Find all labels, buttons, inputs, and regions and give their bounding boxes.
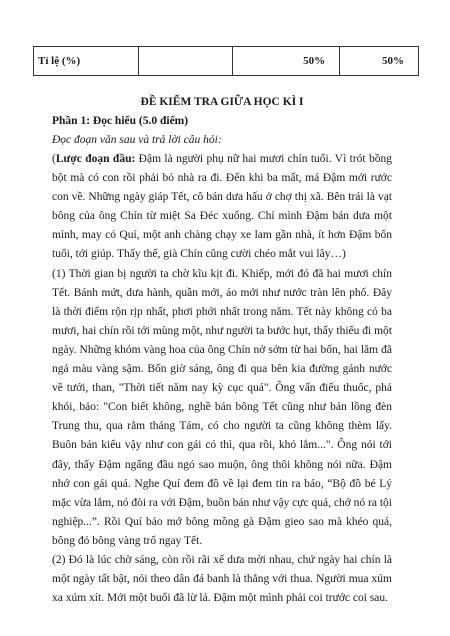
row-label-cell: Tỉ lệ (%) (34, 47, 139, 76)
exam-title: ĐỀ KIỂM TRA GIỮA HỌC KÌ I (140, 96, 304, 108)
exam-content (52, 92, 392, 608)
score-table (33, 46, 419, 76)
intro-paragraph (52, 150, 392, 265)
paragraph-2: (2) Đó là lúc chờ sáng, còn rồi rãi xế dưa mời nhau, chứ ngày hai chín là một ngày tất bật, nói theo dân đá banh là thẳng với thua. Người mua xúm xa xúm xít. Mới một buổi đã lừ lả. Đậm một mình phải coi trước coi sau. (52, 553, 392, 605)
intro-text: Đậm là người phụ nữ hai mươi chín tuổi. Vì trót bồng bột mà có con rồi phải bỏ nhà ra đi. Đến khi ba mất, má Đậm mới rước con về. Những ngày giáp Tết, cô bán dưa hấu ở chợ thị xã. Bên trái là vạt bông của ông Chín từ miệt Sa Đéc xuống. Chỉ mình Đậm bán dưa một mình, may có Quí, một anh chàng chạy xe lam gần nhà, ít hơn Đậm bốn tuổi, tới giúp. Thấy thế, già Chín cũng cười chéo mắt vui lây…) (52, 153, 392, 261)
paragraph-1: (1) Thời gian bị người ta chờ kĩu kịt đi. Khiếp, mới đó đã hai mươi chín Tết. Bánh mứt, dưa hành, quần mới, áo mới như nước tràn lên phố. Đây là thời điểm rộn rịp nhất, phơi phới nhất trong năm. Tết này không có ba mươi, hai chín rồi tới mùng một, như người ta bước hụt, thấy thiếu đi một ngày. Những khóm vàng hoa của ông Chín nở sớm từ hai bốn, hai lăm đã ngả màu vàng sậm. Bốn giờ sáng, ông đi qua bên kia đường gánh nước về tưới, than, "Thời tiết năm nay kỳ cục quá". Ông vấn điếu thuốc, phả khói, bảo: "Con biết không, nghề bán bông Tết cũng như bán lồng đèn Trung thu, qua rằm tháng Tám, có cho người ta cũng không thèm lấy. Buôn bán kiểu vậy như con gái có thì, qua rồi, khó lắm...". Ông nói tới đây, thấy Đậm ngẩng đầu ngó sao muộn, ông thôi không nói nữa. Đậm nhớ con gái quá. Nghe Quí đem đồ về lại đem tin ra báo, “Bộ đồ bé Lý mặc vừa lắm, nó đòi ra với Đậm, buồn bán như vậy cực quá, chớ nó ra tội nghiệp...”. Rồi Quí bảo mớ bông mồng gà Đậm gieo sao mà khéo quá, bông đỏ bông vàng trổ ngay Tết. (52, 267, 392, 547)
value-cell: 50% (340, 47, 419, 76)
intro-label: Lược đoạn đầu: (55, 153, 136, 165)
empty-cell (138, 47, 233, 76)
value-cell: 50% (233, 47, 340, 76)
intro-open-paren: ( (52, 153, 56, 165)
instruction-text: Đọc đoạn văn sau và trả lời câu hỏi: (52, 134, 222, 146)
part-heading: Phần 1: Đọc hiểu (5.0 điểm) (52, 115, 189, 127)
table-row (34, 47, 419, 76)
